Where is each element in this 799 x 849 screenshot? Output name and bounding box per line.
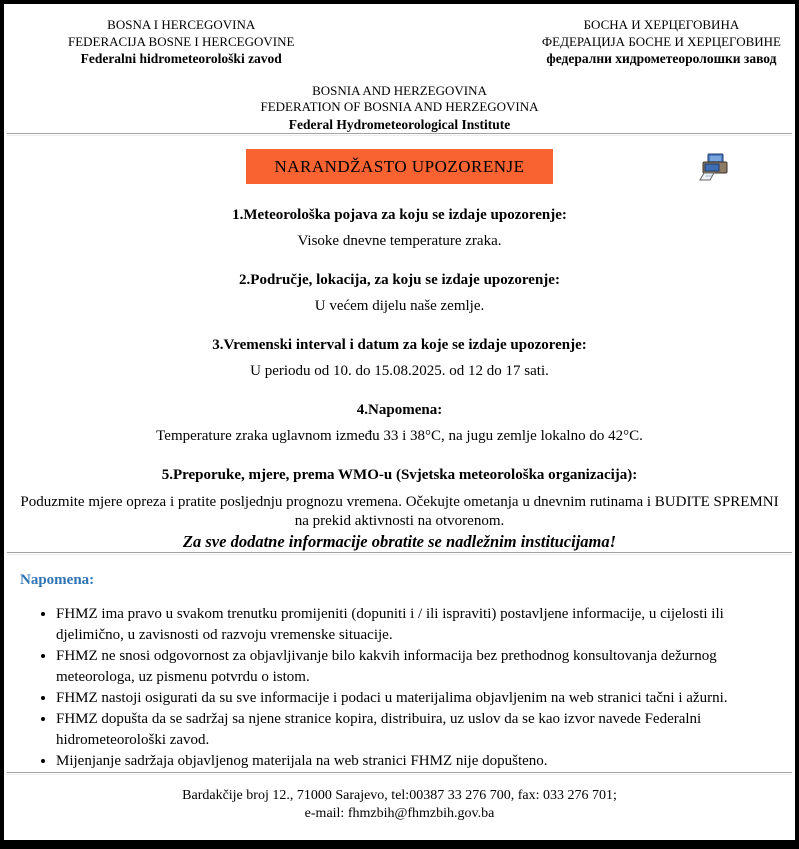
header-cyrillic-country: БОСНА И ХЕРЦЕГОВИНА [583, 17, 740, 32]
section-area [4, 272, 795, 315]
notes-item: • FHMZ ne snosi odgovornost za objavljivanje bilo kakvih informacija bez prethodnog konsultovanja dežurnog meteorologa, uz pismenu potvrdu o istom. [56, 646, 755, 688]
section-recommendations-heading: 5.Preporuke, mjere, prema WMO-u (Svjetska meteorološka organizacija): [161, 467, 638, 484]
orange-warning-banner: NARANDŽASTO UPOZORENJE [246, 149, 552, 184]
section-remark [4, 402, 795, 445]
notes-item: • FHMZ ima pravo u svakom trenutku promijeniti (dopuniti i / ili ispraviti) postavljene informacije, u cijelosti ili djelimično, u zavisnosti od razvoju vremenske situacije. [56, 604, 755, 646]
footer-divider [7, 772, 792, 775]
header-cyrillic-institute: федерални хидрометеоролошки завод [546, 51, 777, 67]
section-recommendations-body: Poduzmite mjere opreza i pratite posljednju prognozu vremena. Očekujte ometanja u dnevnim rutinama i BUDITE SPREMNI na prekid aktivnosti na otvorenom. [20, 494, 779, 529]
notes-section [4, 572, 795, 772]
notes-list [56, 604, 755, 772]
header-latin-federation: FEDERACIJA BOSNE I HERCEGOVINE [68, 33, 295, 49]
notes-item: • Mijenjanje sadržaja objavljenog materijala na web stranici FHMZ nije dopušteno. [56, 751, 755, 772]
header-english [4, 83, 795, 134]
footer-address-line: Bardakčije broj 12., 71000 Sarajevo, tel:00387 33 276 700, fax: 033 276 701; [182, 787, 617, 803]
warning-banner-row [4, 149, 795, 185]
notes-item: • FHMZ nastoji osigurati da su sve informacije i podaci u materijalima objavljenim na web stranici tačni i ažurni. [56, 688, 755, 709]
header-english-federation: FEDERATION OF BOSNIA AND HERZEGOVINA [260, 99, 539, 115]
footer-contact [4, 787, 795, 823]
header-cyrillic [542, 17, 781, 68]
section-phenomenon [4, 207, 795, 250]
header-english-country: BOSNIA AND HERZEGOVINA [312, 82, 487, 98]
header-divider [7, 133, 792, 136]
section-area-heading: 2.Područje, lokacija, za koju se izdaje upozorenje: [239, 272, 560, 289]
section-recommendations [4, 467, 795, 552]
section-interval-body: U periodu od 10. do 15.08.2025. od 12 do 17 sati. [250, 363, 549, 380]
header-latin-institute: Federalni hidrometeorološki zavod [80, 51, 282, 67]
section-area-body: U većem dijelu naše zemlje. [314, 298, 485, 315]
header-latin-country: BOSNA I HERCEGOVINA [107, 17, 256, 32]
section-remark-heading: 4.Napomena: [356, 402, 443, 419]
institution-header [4, 4, 795, 68]
section-interval-heading: 3.Vremenski interval i datum za koje se izdaje upozorenje: [212, 337, 587, 354]
section-phenomenon-heading: 1.Meteorološka pojava za koju se izdaje upozorenje: [232, 207, 567, 224]
header-latin [68, 17, 294, 68]
section-interval [4, 337, 795, 380]
printer-icon[interactable] [699, 151, 731, 183]
header-cyrillic-federation: ФЕДЕРАЦИЈА БОСНЕ И ХЕРЦЕГОВИНЕ [541, 33, 781, 49]
header-english-institute: Federal Hydrometeorological Institute [288, 116, 511, 132]
section-recommendations-emphasis: Za sve dodatne informacije obratite se nadležnim institucijama! [182, 531, 617, 551]
notes-divider [7, 552, 792, 555]
notes-heading: Napomena: [20, 571, 95, 588]
footer-email-line: e-mail: fhmzbih@fhmzbih.gov.ba [304, 805, 495, 821]
section-phenomenon-body: Visoke dnevne temperature zraka. [297, 233, 502, 250]
notes-item: • FHMZ dopušta da se sadržaj sa njene stranice kopira, distribuira, uz uslov da se kao izvor navede Federalni hidrometeorološki zavod. [56, 709, 755, 751]
section-remark-body: Temperature zraka uglavnom između 33 i 38°C, na jugu zemlje lokalno do 42°C. [156, 428, 643, 445]
